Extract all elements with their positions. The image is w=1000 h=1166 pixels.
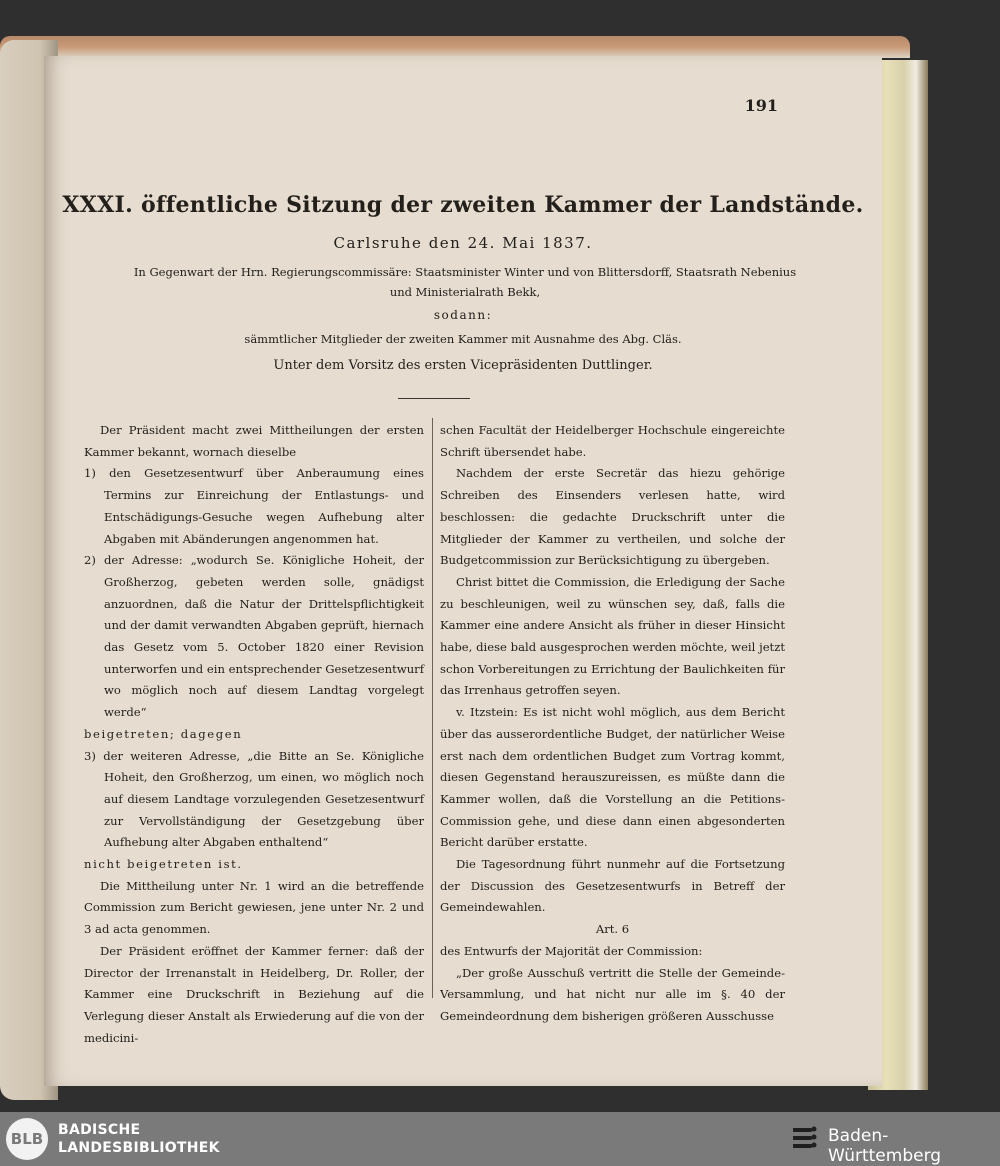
list-item: 2) der Adresse: „wodurch Se. Königliche Hoheit, der Großherzog, gebeten werden solle, gnädigst anzuordnen, daß die Natur der Drittelspflichtigkeit und der damit verwandten Abgaben geprüft, hiernach das Gesetz vom 5. October 1820 einer Revision unterworfen und ein entsprechender Gesetzesentwurf wo möglich noch auf diesem Landtag vorgelegt werde“ [84,553,424,720]
left-column [84,420,424,1049]
paragraph: des Entwurfs der Majorität der Commission: [440,943,703,958]
list-item: 3) der weiteren Adresse, „die Bitte an Se. Königliche Hoheit, den Großherzog, um einen, wo möglich noch auf diesem Landtage vorzulegenden Gesetzesentwurf zur Vervollständigung der Gesetzgebung über Aufhebung alter Abgaben enthaltend“ [84,748,424,850]
paragraph: „Der große Ausschuß vertritt die Stelle der Gemeinde-Versammlung, und hat nicht nur alle im §. 40 der Gemeindeordnung dem bisherigen größeren Ausschusse [440,965,785,1023]
right-column [440,420,785,1028]
chair-line: Unter dem Vorsitz des ersten Vicepräsidenten Duttlinger. [273,358,653,373]
footer-bar [0,1112,1000,1166]
title-divider [398,398,470,399]
session-title: XXXI. öffentliche Sitzung der zweiten Kammer der Landstände. [62,192,864,218]
page-number: 191 [744,96,778,115]
article-heading: Art. 6 [595,922,630,937]
library-name[interactable] [58,1121,220,1157]
presence-line-1: In Gegenwart der Hrn. Regierungscommissäre: Staatsminister Winter und von Blittersdorff, Staatsrath Nebenius [133,265,797,279]
paragraph: Die Tagesordnung führt nunmehr auf die Fortsetzung der Discussion des Gesetzesentwurfs in Betreff der Gemeindewahlen. [440,857,785,915]
column-divider [432,418,433,998]
paragraph: Christ bittet die Commission, die Erledigung der Sache zu beschleunigen, weil zu wünschen sey, daß, falls die Kammer eine andere Ansicht als früher in dieser Hinsicht habe, diese bald ausgesprochen werden möchte, weil jetzt schon Vorbereitungen zu Errichtung der Baulichkeiten für das Irrenhaus getroffen seyen. [440,574,785,698]
paragraph: Der Präsident macht zwei Mittheilungen der ersten Kammer bekannt, wornach dieselbe [84,423,424,459]
paragraph: Die Mittheilung unter Nr. 1 wird an die betreffende Commission zum Bericht gewiesen, jene unter Nr. 2 und 3 ad acta genommen. [84,878,424,937]
book-page [44,56,882,1086]
state-name[interactable]: Baden-Württemberg [828,1126,942,1166]
paragraph: beigetreten; dagegen [84,726,243,741]
members-line: sämmtlicher Mitglieder der zweiten Kammer mit Ausnahme des Abg. Cläs. [244,332,682,346]
library-name-line-2: LANDESBIBLIOTHEK [58,1140,220,1156]
sodann-line: sodann: [433,308,493,322]
library-name-line-1: BADISCHE [58,1122,141,1138]
lions-coat-of-arms-icon [790,1124,820,1154]
presence-line-2: und Ministerialrath Bekk, [389,285,541,299]
paragraph: Nachdem der erste Secretär das hiezu gehörige Schreiben des Einsenders verlesen hatte, wird beschlossen: die gedachte Druckschrift unter die Mitglieder der Kammer zu vertheilen, und solche der Budgetcommission zur Berücksichtigung zu übergeben. [440,466,785,568]
presence-note [80,262,850,302]
paragraph: schen Facultät der Heidelberger Hochschule eingereichte Schrift übersendet habe. [440,423,785,459]
book-top-edge [0,36,910,58]
paragraph: v. Itzstein: Es ist nicht wohl möglich, aus dem Bericht über das ausserordentliche Budget, der natürlicher Weise erst nach dem ordentlichen Budget zum Vortrag kommt, diesen Gegenstand herauszureissen, es müßte dann die Kammer wollen, daß die Vorstellung an die Petitions-Commission gehe, und diese dann einen abgesonderten Bericht darüber erstatte. [440,705,785,850]
blb-logo[interactable]: BLB [6,1118,48,1160]
session-date: Carlsruhe den 24. Mai 1837. [333,234,593,252]
paragraph: nicht beigetreten ist. [84,857,243,872]
paragraph: Der Präsident eröffnet der Kammer ferner: daß der Director der Irrenanstalt in Heidelberg, Dr. Roller, der Kammer eine Druckschrift in Beziehung auf die Verlegung dieser Anstalt als Erwiederung auf die von der medicini- [84,943,424,1045]
list-item: 1) den Gesetzesentwurf über Anberaumung eines Termins zur Einreichung der Entlastungs- und Entschädigungs-Gesuche wegen Aufhebung alter Abgaben mit Abänderungen angenommen hat. [84,466,424,546]
